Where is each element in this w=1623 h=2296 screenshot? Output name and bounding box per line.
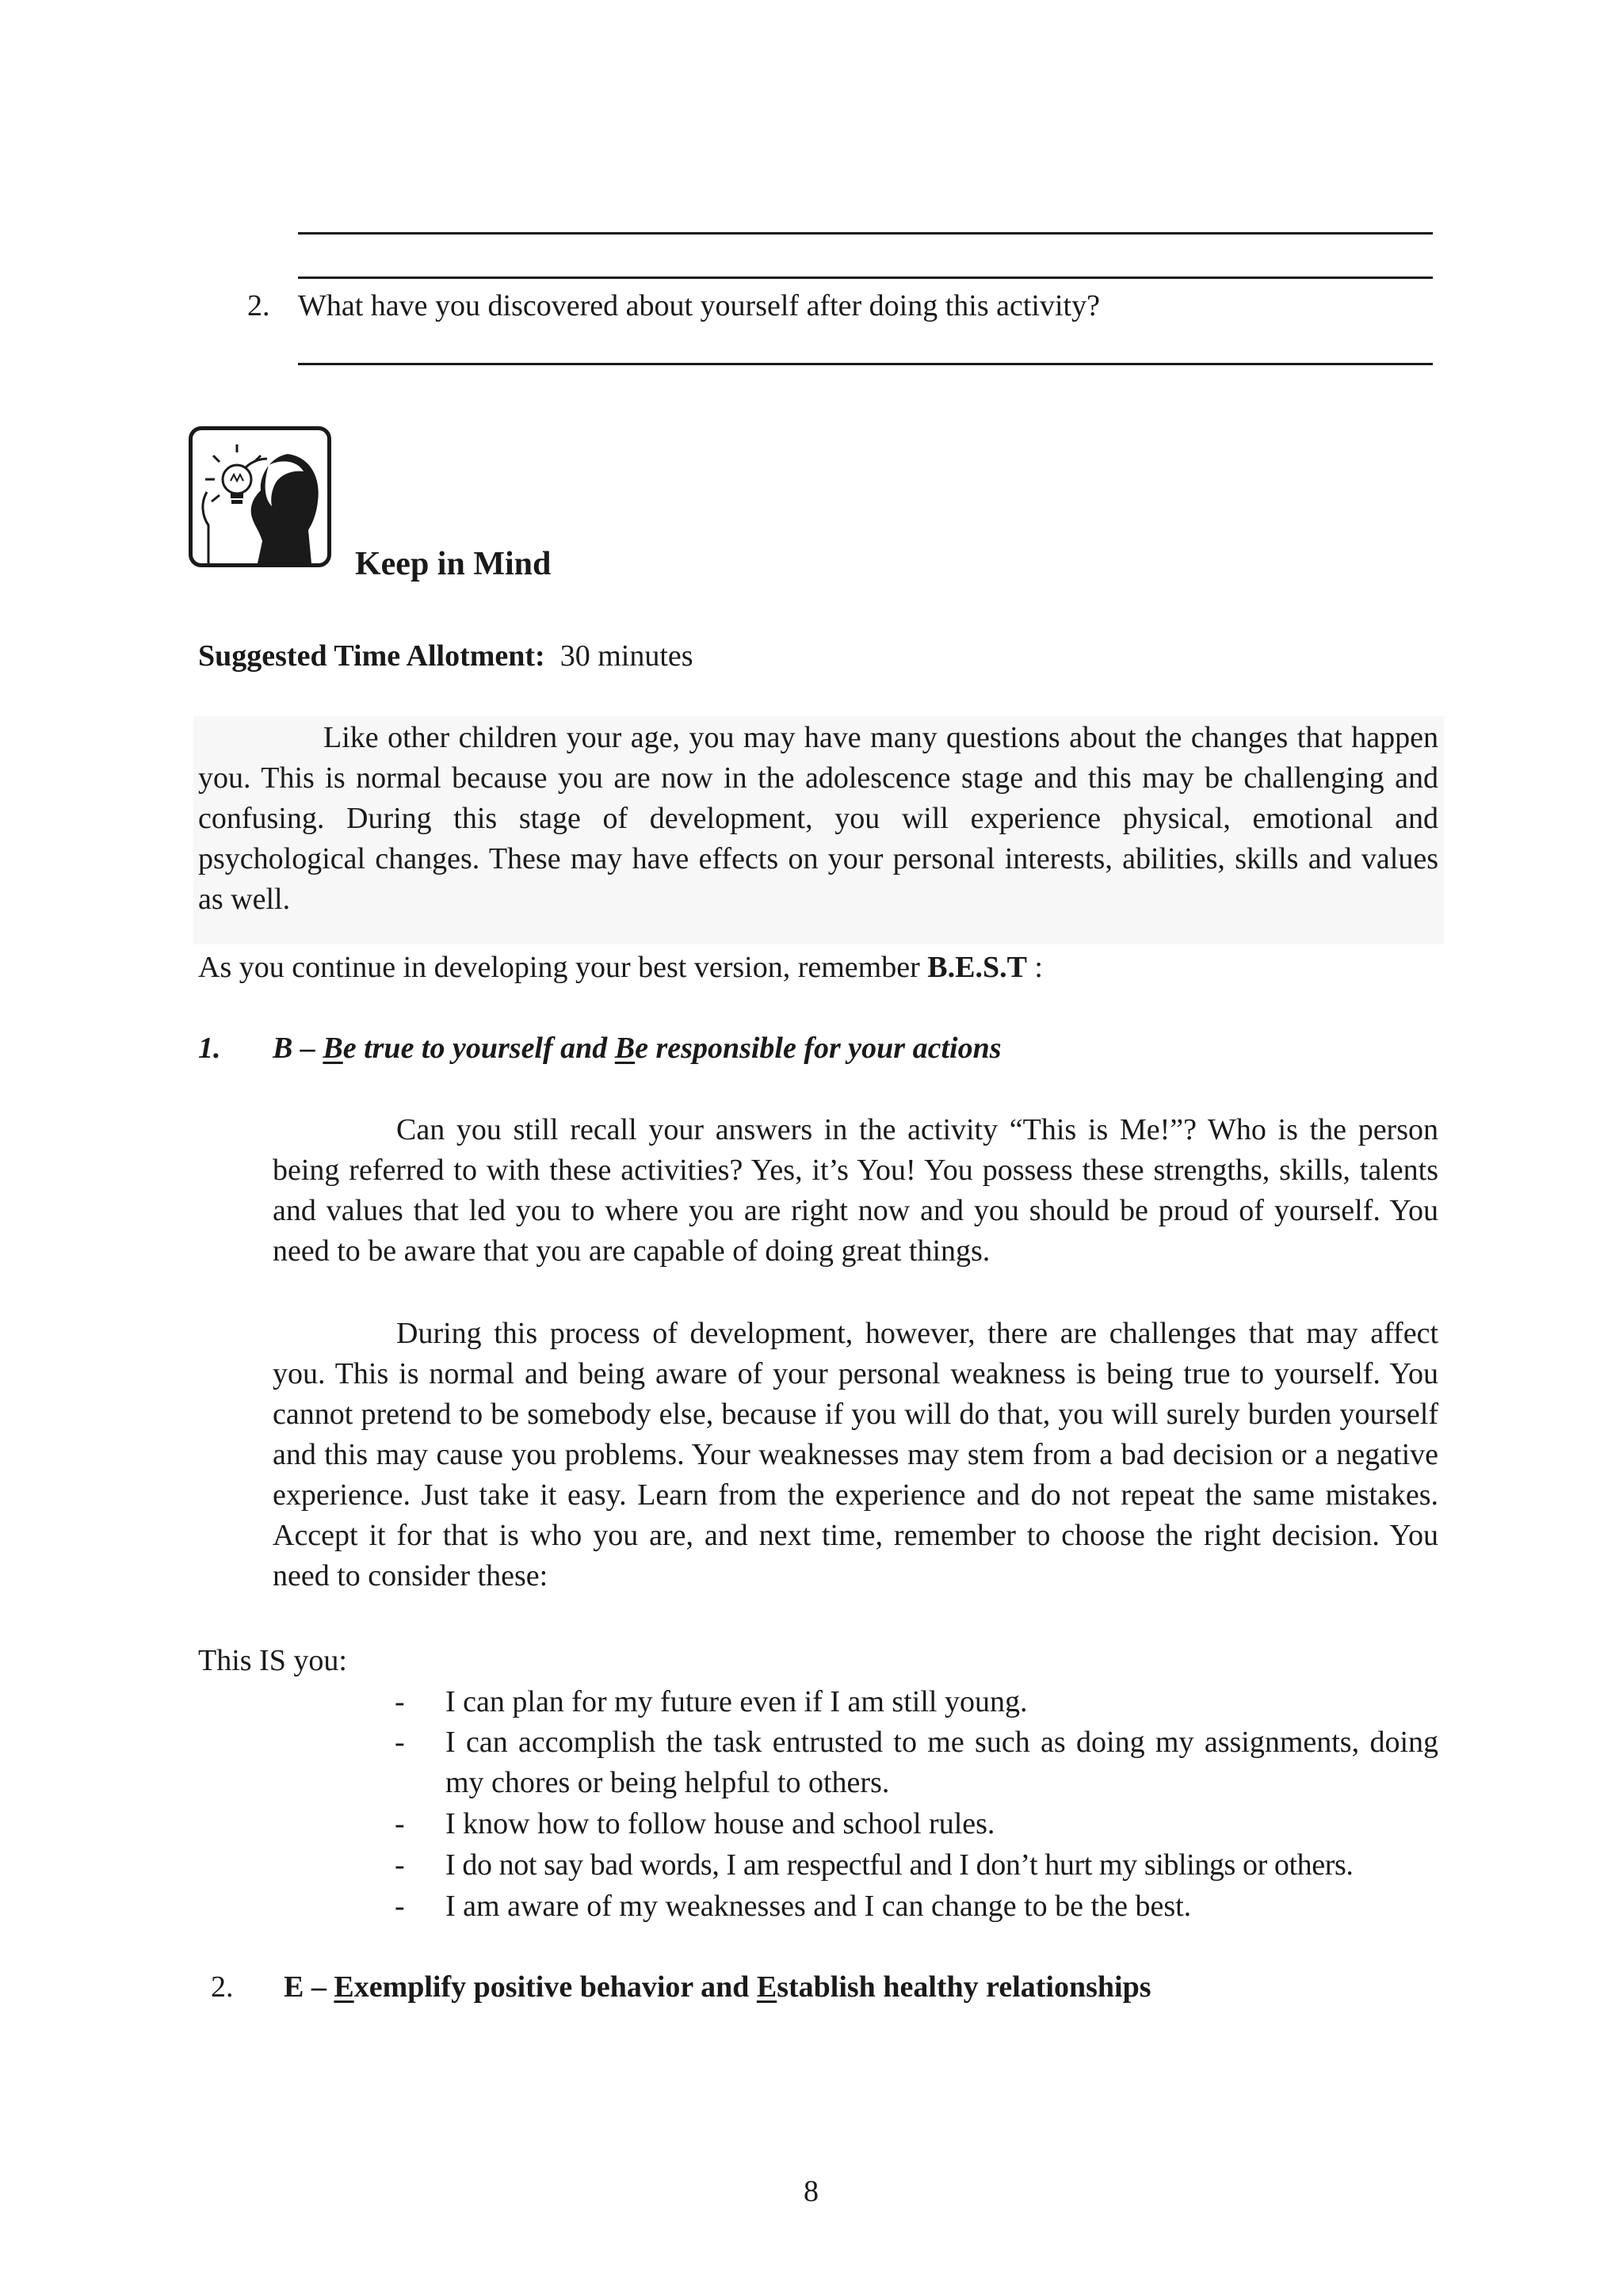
list-item-dash: - bbox=[395, 1848, 405, 1882]
list-item: I can accomplish the task entrusted to me such as doing my assignments, doing my chores or being helpful to others. bbox=[445, 1726, 1438, 1799]
best-acronym: B.E.S.T bbox=[927, 951, 1027, 984]
answer-line-2 bbox=[298, 277, 1433, 279]
question-2-answer-line[interactable] bbox=[298, 363, 1433, 365]
item-2-number: 2. bbox=[211, 1970, 234, 2004]
list-item-dash: - bbox=[395, 1726, 405, 1759]
item-2-lead: E – bbox=[284, 1970, 334, 2004]
paragraph-1: Can you still recall your answers in the activity “This is Me!”? Who is the person being referred to with these activities? Yes, it’s You! You possess these strengths, skills, talents and values that led you to where you are right now and you should be proud of yourself. You need to be aware that you are capable of doing great things. bbox=[273, 1113, 1438, 1268]
time-allotment bbox=[198, 636, 693, 677]
lightbulb-head-icon bbox=[189, 426, 331, 567]
answer-line-1 bbox=[298, 232, 1433, 235]
question-2-text: What have you discovered about yourself after doing this activity? bbox=[298, 289, 1100, 322]
item-1-mid: e true to yourself and bbox=[342, 1032, 615, 1065]
list-item-dash: - bbox=[395, 1685, 405, 1718]
list-item: I am aware of my weaknesses and I can change to be the best. bbox=[445, 1890, 1192, 1923]
item-2-heading bbox=[284, 1967, 1151, 2008]
best-line bbox=[198, 948, 1043, 988]
intro-paragraph: Like other children your age, you may have many questions about the changes that happen you. This is normal because you are now in the adolescence stage and this may be challenging and confusing. During this stage of development, you will experience physical, emotional and psychological changes. These may have effects on your personal interests, abilities, skills and values as well. bbox=[198, 721, 1438, 916]
list-item-dash: - bbox=[395, 1890, 405, 1923]
page-number: 8 bbox=[804, 2175, 819, 2208]
item-1-underline-1: B bbox=[323, 1032, 343, 1065]
best-prefix: As you continue in developing your best version, remember bbox=[198, 951, 928, 984]
item-1-number: 1. bbox=[198, 1032, 221, 1065]
section-title: Keep in Mind bbox=[355, 546, 552, 582]
paragraph-2: During this process of development, however, there are challenges that may affect you. This is normal and being aware of your personal weakness is being true to yourself. You cannot pretend to be somebody else, because if you will do that, you will surely burden yourself and this may cause you problems. Your weaknesses may stem from a bad decision or a negative experience. Just take it easy. Learn from the experience and do not repeat the same mistakes. Accept it for that is who you are, and next time, remember to choose the right decision. You need to consider these: bbox=[273, 1317, 1438, 1592]
item-1-lead: B – bbox=[273, 1032, 323, 1065]
item-2-underline-1: E bbox=[334, 1970, 354, 2004]
best-suffix: : bbox=[1026, 951, 1043, 984]
item-2-underline-2: E bbox=[756, 1970, 777, 2004]
list-item: I do not say bad words, I am respectful and I don’t hurt my siblings or others. bbox=[445, 1848, 1354, 1882]
time-allotment-value: 30 minutes bbox=[559, 639, 693, 673]
item-2-mid: xemplify positive behavior and bbox=[353, 1970, 757, 2004]
list-item: I know how to follow house and school rules. bbox=[445, 1807, 995, 1840]
item-2-rest: stablish healthy relationships bbox=[777, 1970, 1151, 2004]
this-is-you-label: This IS you: bbox=[198, 1644, 347, 1677]
time-allotment-label: Suggested Time Allotment: bbox=[198, 639, 545, 673]
list-item: I can plan for my future even if I am still young. bbox=[445, 1685, 1028, 1718]
item-1-rest: e responsible for your actions bbox=[635, 1032, 1002, 1065]
question-2-number: 2. bbox=[247, 289, 270, 322]
list-item-dash: - bbox=[395, 1807, 405, 1840]
item-1-heading bbox=[273, 1028, 1002, 1069]
item-1-underline-2: B bbox=[614, 1032, 636, 1065]
